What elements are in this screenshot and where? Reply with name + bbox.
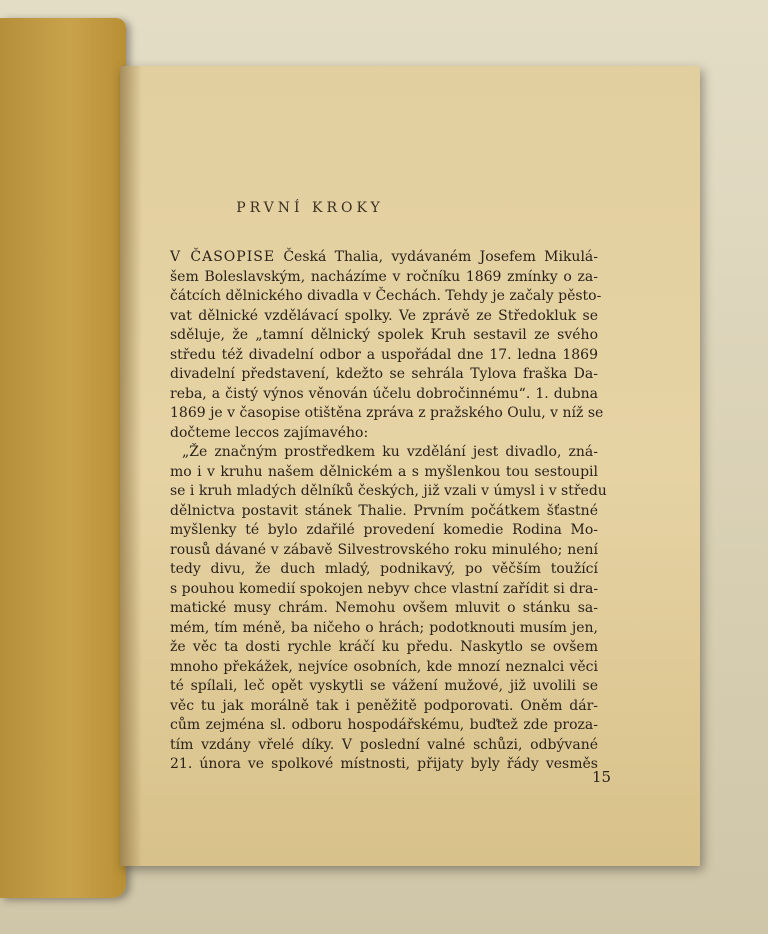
line-text: Česká Thalia, vydávaném Josefem Mikulá-	[275, 249, 598, 265]
body-text	[170, 248, 607, 775]
text-line: reba, a čistý výnos věnován účelu dobročinnému“. 1. dubna	[170, 385, 598, 402]
text-line: mnoho překážek, nejvíce osobních, kde mnozí neznalci věci	[170, 658, 598, 675]
text-line: rousů dávané v zábavě Silvestrovského roku minulého; není	[170, 541, 598, 558]
chapter-heading: PRVNÍ KROKY	[236, 200, 384, 216]
left-page	[0, 18, 126, 898]
text-line: šem Boleslavským, nacházíme v ročníku 1869 zmínky o za-	[170, 268, 598, 285]
text-line: sděluje, že „tamní dělnický spolek Kruh sestavil ze svého	[170, 327, 598, 343]
text-line: té spílali, leč opět vyskytli se vážení mužové, již uvolili se	[170, 678, 598, 694]
text-line: tedy divu, že duch mladý, podnikavý, po věčším toužící	[170, 561, 598, 577]
text-line: dočteme leccos zajímavého:	[170, 424, 369, 441]
text-line: čátcích dělnického divadla v Čechách. Tehdy je začaly pěsto-	[170, 288, 602, 304]
text-line: dělnictva postavit stánek Thalie. Prvním počátkem šťastné	[170, 502, 598, 519]
lead-words: V ČASOPISE	[170, 249, 276, 265]
gutter-shadow	[120, 66, 142, 866]
text-line: s pouhou komedií spokojen nebyv chce vlastní zařídit si dra-	[170, 580, 599, 597]
page-number: 15	[592, 768, 612, 786]
text-line: se i kruh mladých dělníků českých, již vzali v úmysl i v středu	[170, 483, 607, 499]
text-line	[170, 248, 598, 268]
text-line: 1869 je v časopise otištěna zpráva z pražského Oulu, v níž se	[170, 405, 604, 421]
text-line: cům zejména sl. odboru hospodářskému, buďtež zde proza-	[170, 717, 598, 733]
text-line: věc tu jak morálně tak i peněžitě podporovati. Oněm dár-	[170, 697, 598, 714]
text-line: tím vzdány vřelé díky. V poslední valné schůzi, odbývané	[170, 736, 598, 753]
text-line: „Že značným prostředkem ku vzdělání jest divadlo, zná-	[182, 444, 598, 460]
text-line: vat dělnické vzdělávací spolky. Ve zprávě ze Středokluk se	[170, 307, 598, 324]
text-line: středu též divadelní odbor a uspořádal dne 17. ledna 1869	[170, 346, 598, 363]
text-line: 21. února ve spolkové místnosti, přijaty byly řády vesměs	[170, 756, 598, 772]
text-line: divadelní představení, kdežto se sehrála Tylova fraška Da-	[170, 366, 598, 382]
text-line: matické musy chrám. Nemohu ovšem mluvit o stánku sa-	[170, 600, 598, 616]
text-line: mém, tím méně, ba ničeho o hrách; podotknouti musím jen,	[170, 619, 598, 636]
text-line: že věc ta dosti rychle kráčí ku předu. Naskytlo se ovšem	[170, 639, 598, 655]
text-line: mo i v kruhu našem dělnickém a s myšlenkou tou sestoupil	[170, 463, 598, 480]
text-line: myšlenky té bylo zdařilé provedení komedie Rodina Mo-	[170, 522, 598, 538]
